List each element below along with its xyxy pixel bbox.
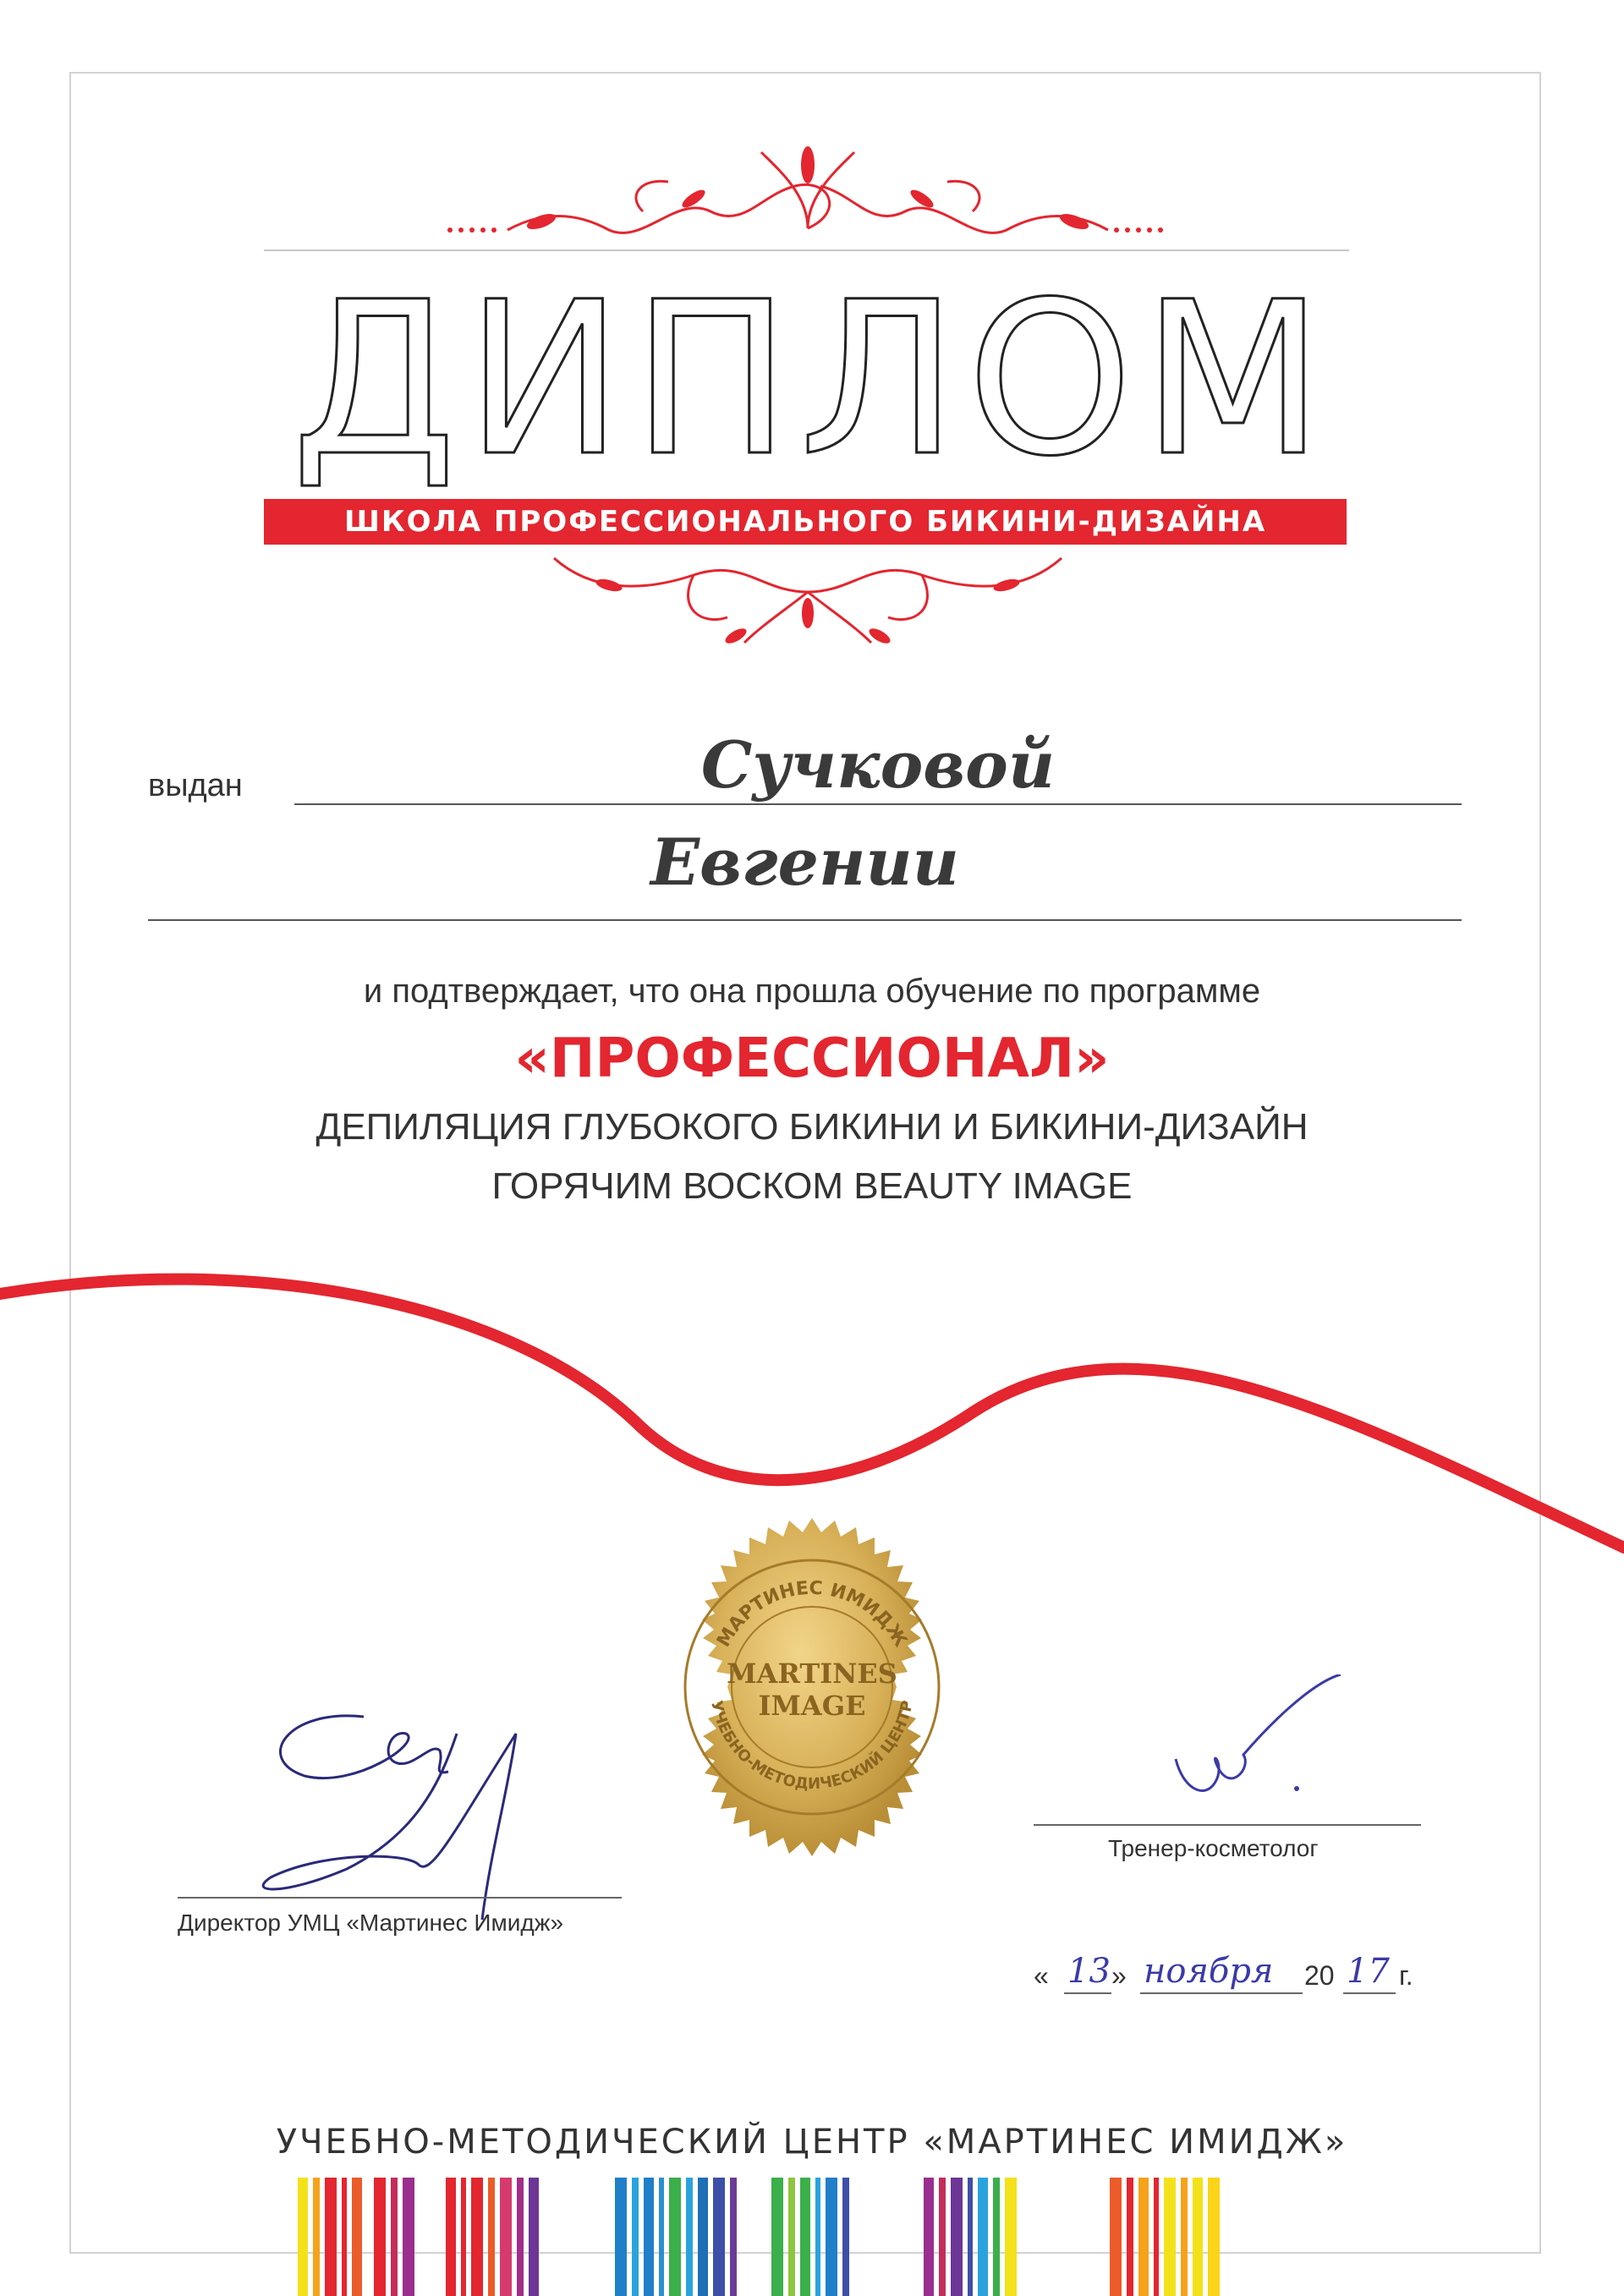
red-wave (0, 1280, 1624, 1548)
ornament-dots-top (447, 227, 1163, 233)
flourish-bottom-leaves (595, 577, 1021, 646)
recipient-surname: Сучковой (700, 727, 1056, 803)
seal-ring-top-text: МАРТИНЕС ИМИДЖ (713, 1577, 911, 1652)
date-year-prefix: 20 (1304, 1960, 1335, 1991)
recipient-given-name: Евгении (650, 825, 959, 900)
director-title: Директор УМЦ «Мартинес Имидж» (178, 1910, 564, 1936)
director-signature-line (178, 1897, 622, 1899)
course-line-2: ГОРЯЧИМ ВОСКОМ BEAUTY IMAGE (491, 1165, 1133, 1207)
stripe-group-5 (924, 2178, 1017, 2296)
recipient-line-2 (148, 919, 1462, 921)
course-line-1: ДЕПИЛЯЦИЯ ГЛУБОКОГО БИКИНИ И БИКИНИ-ДИЗАЙН (315, 1106, 1309, 1148)
school-banner: ШКОЛА ПРОФЕССИОНАЛЬНОГО БИКИНИ-ДИЗАЙНА (264, 499, 1347, 545)
diploma-title-graphic (279, 271, 1345, 490)
date-day: 13 (1067, 1952, 1111, 1991)
stripe-group-6 (1110, 2178, 1220, 2296)
issue-date (1034, 1952, 1431, 2003)
date-open-quote: « (1034, 1960, 1049, 1991)
stripe-group-4 (771, 2178, 849, 2296)
issued-label: выдан (148, 768, 243, 803)
date-year-mark: г. (1399, 1960, 1413, 1991)
director-signature (237, 1683, 592, 1928)
stripe-group-3 (615, 2178, 737, 2296)
confirmation-text: и подтверждает, что она прошла обучение по программе (363, 973, 1261, 1010)
rainbow-barcode-stripes (298, 2178, 1313, 2296)
program-name: «ПРОФЕССИОНАЛ» (514, 1027, 1110, 1090)
gold-seal (639, 1514, 985, 1860)
trainer-title: Тренер-косметолог (1108, 1835, 1319, 1861)
stripe-group-1 (298, 2178, 414, 2296)
seal-ring-bottom-text: УЧЕБНО-МЕТОДИЧЕСКИЙ ЦЕНТР (707, 1699, 917, 1794)
date-year-suffix: 17 (1347, 1952, 1390, 1991)
date-close-quote: » (1111, 1960, 1127, 1991)
trainer-signature-line (1034, 1824, 1421, 1826)
date-month: ноября (1144, 1952, 1274, 1991)
footer-center-name: УЧЕБНО-МЕТОДИЧЕСКИЙ ЦЕНТР «МАРТИНЕС ИМИДЖ» (276, 2123, 1348, 2162)
seal-center-line-1: MARTINES (727, 1658, 897, 1690)
trainer-signature (1159, 1674, 1362, 1827)
seal-center-line-2: IMAGE (758, 1690, 866, 1722)
recipient-line-1 (294, 803, 1462, 805)
stripe-group-2 (446, 2178, 539, 2296)
diploma-title: ДИПЛОМ (291, 271, 1333, 490)
